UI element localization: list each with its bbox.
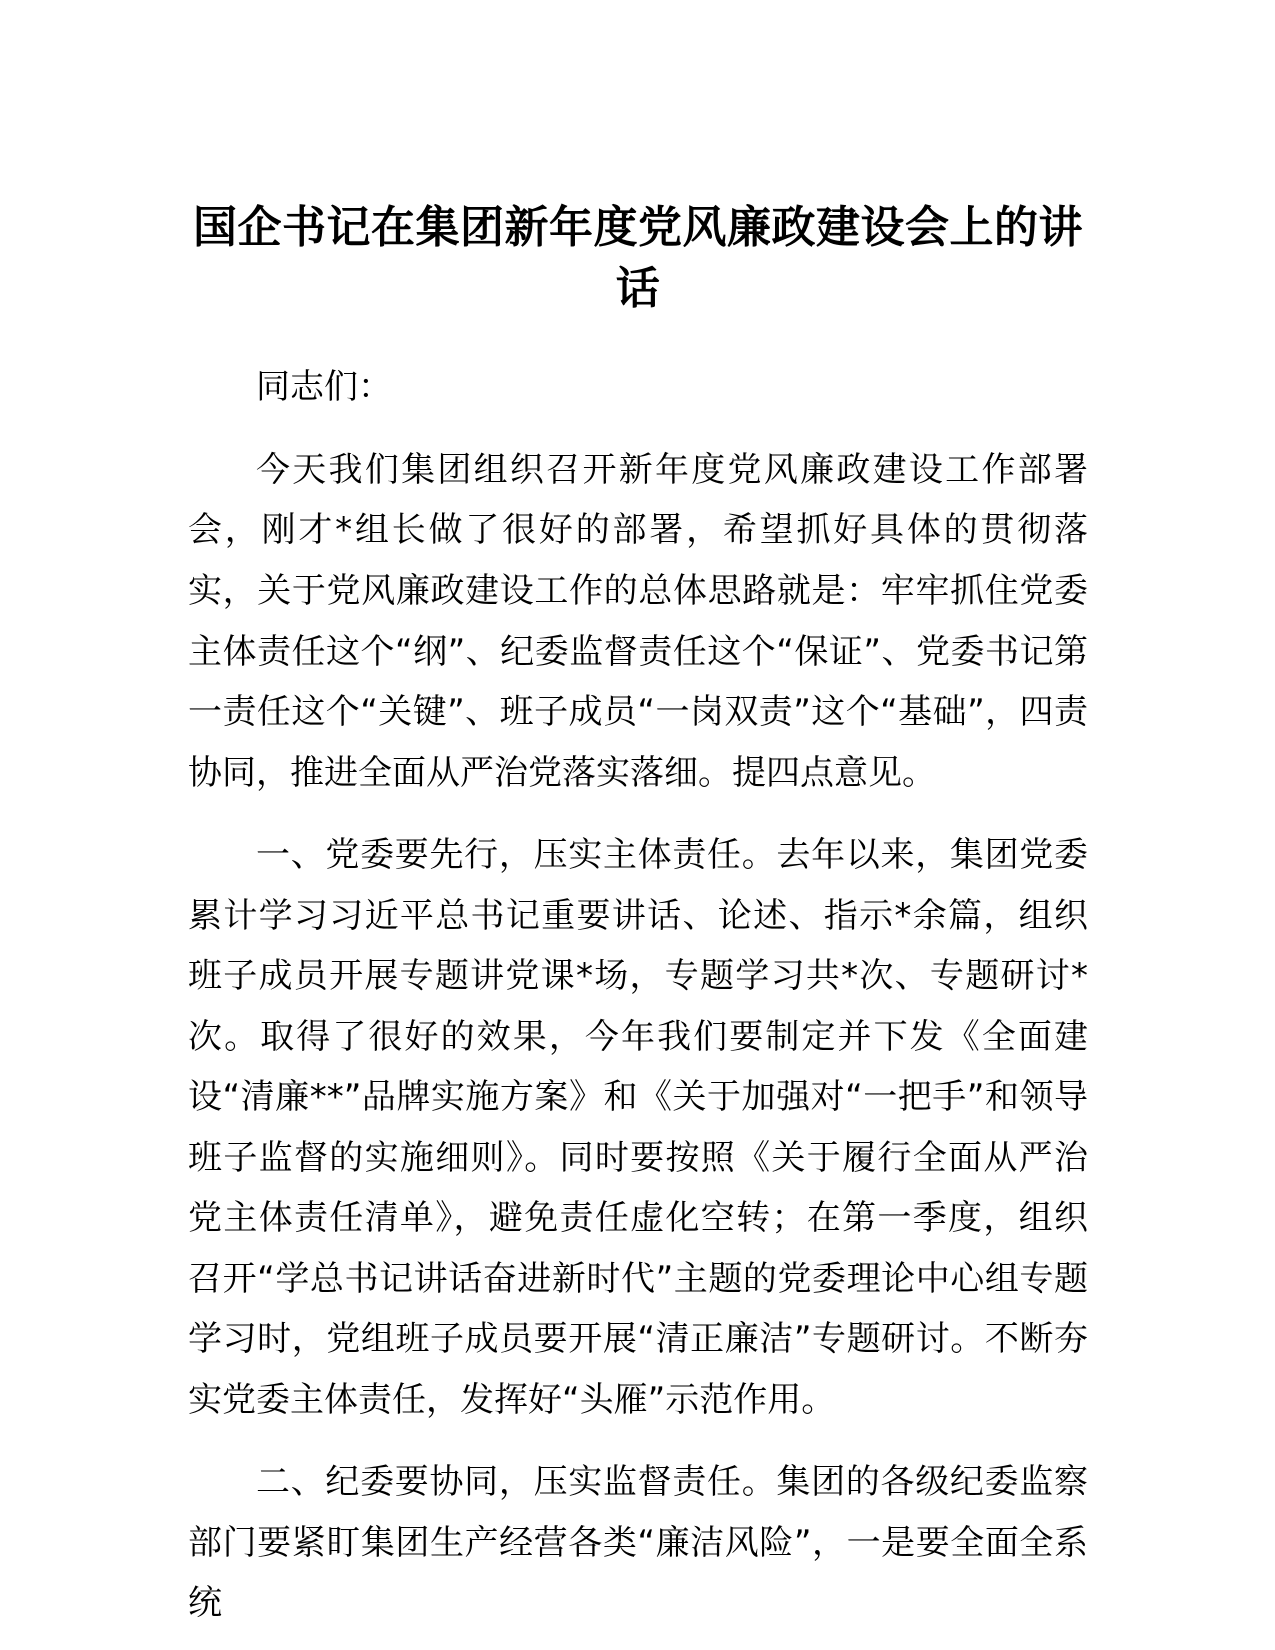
- salutation-paragraph: 同志们：: [256, 367, 392, 408]
- body-paragraph-3: 二、纪委要协同，压实监督责任。集团的各级纪委监察部门要紧盯集团生产经营各类“廉洁风险”，一是要全面全系统: [188, 1462, 1088, 1624]
- body-paragraph-2: 一、党委要先行，压实主体责任。去年以来，集团党委累计学习习近平总书记重要讲话、论述、指示*余篇，组织班子成员开展专题讲党课*场，专题学习共*次、专题研讨*次。取得了很好的效果，今年我们要制定并下发《全面建设“清廉**”品牌实施方案》和《关于加强对“一把手”和领导班子监督的实施细则》。同时要按照《关于履行全面从严治党主体责任清单》，避免责任虚化空转；在第一季度，组织召开“学总书记讲话奋进新时代”主题的党委理论中心组专题学习时，党组班子成员要开展“清正廉洁”专题研讨。不断夯实党委主体责任，发挥好“头雁”示范作用。: [188, 835, 1088, 1420]
- document-body: [188, 0, 1088, 1634]
- page-title: 国企书记在集团新年度党风廉政建设会上的讲话: [193, 202, 1083, 314]
- body-paragraph-1: 今天我们集团组织召开新年度党风廉政建设工作部署会，刚才*组长做了很好的部署，希望抓好具体的贯彻落实，关于党风廉政建设工作的总体思路就是：牢牢抓住党委主体责任这个“纲”、纪委监督责任这个“保证”、党委书记第一责任这个“关键”、班子成员“一岗双责”这个“基础”，四责协同，推进全面从严治党落实落细。提四点意见。: [188, 449, 1088, 793]
